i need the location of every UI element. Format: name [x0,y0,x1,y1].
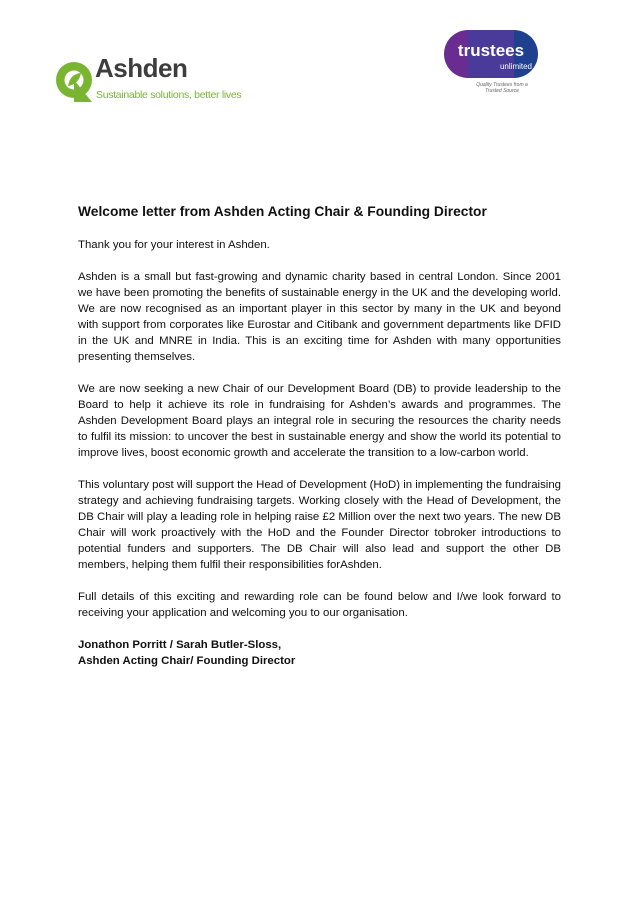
ashden-leaf-icon [54,58,96,102]
trustees-strapline-line2: Trusted Source [485,88,519,94]
trustees-unlimited-badge-icon [430,30,554,82]
trustees-strapline [466,82,538,94]
trustees-strapline-line1: Quality Trustees from a [476,82,528,88]
trustees-wordmark: trustees [457,41,525,60]
ashden-wordmark: Ashden [95,53,188,83]
ashden-logo [54,53,254,106]
letter-paragraph-4: Full details of this exciting and rewarding role can be found below and I/we look forward to receiving your application and welcoming you to our organisation. [78,591,561,619]
letter-paragraph-3: This voluntary post will support the Head of Development (HoD) in implementing the fundraising strategy and achieving fundraising targets. Working closely with the Head of Development, the DB Chair will play a leading role in helping raise £2 Million over the next two years. The new DB Chair will work proactively with the HoD and the Founder Director tobroker introductions to potential funders and supporters. The DB Chair will also lead and support the other DB members, helping them fulfil their responsibilities forAshden. [78,479,561,571]
letter-greeting: Thank you for your interest in Ashden. [78,239,270,251]
signature-titles: Ashden Acting Chair/ Founding Director [78,655,296,667]
ashden-tagline: Sustainable solutions, better lives [96,89,242,101]
welcome-letter [78,202,561,669]
signature-names: Jonathon Porritt / Sarah Butler-Sloss, [78,639,282,651]
letter-paragraph-1: Ashden is a small but fast-growing and dynamic charity based in central London. Since 2001 we have been promoting the benefits of sustainable energy in the UK and the developing world. We are now recognised as an important player in this sector by many in the UK and beyond with support from corporates like Eurostar and Citibank and government departments like DFID in the UK and MNRE in India. This is an exciting time for Ashden with many opportunities presenting themselves. [78,271,561,363]
letter-title: Welcome letter from Ashden Acting Chair & Founding Director [78,204,487,219]
letter-paragraph-2: We are now seeking a new Chair of our Development Board (DB) to provide leadership to the Board to help it achieve its role in fundraising for Ashden’s awards and programmes. The Ashden Development Board plays an integral role in securing the resources the charity needs to fulfil its mission: to uncover the best in sustainable energy and show the world its potential to improve lives, boost economic growth and accelerate the transition to a low-carbon world. [78,383,561,459]
unlimited-wordmark: unlimited [499,62,533,71]
trustees-unlimited-logo [430,30,554,102]
